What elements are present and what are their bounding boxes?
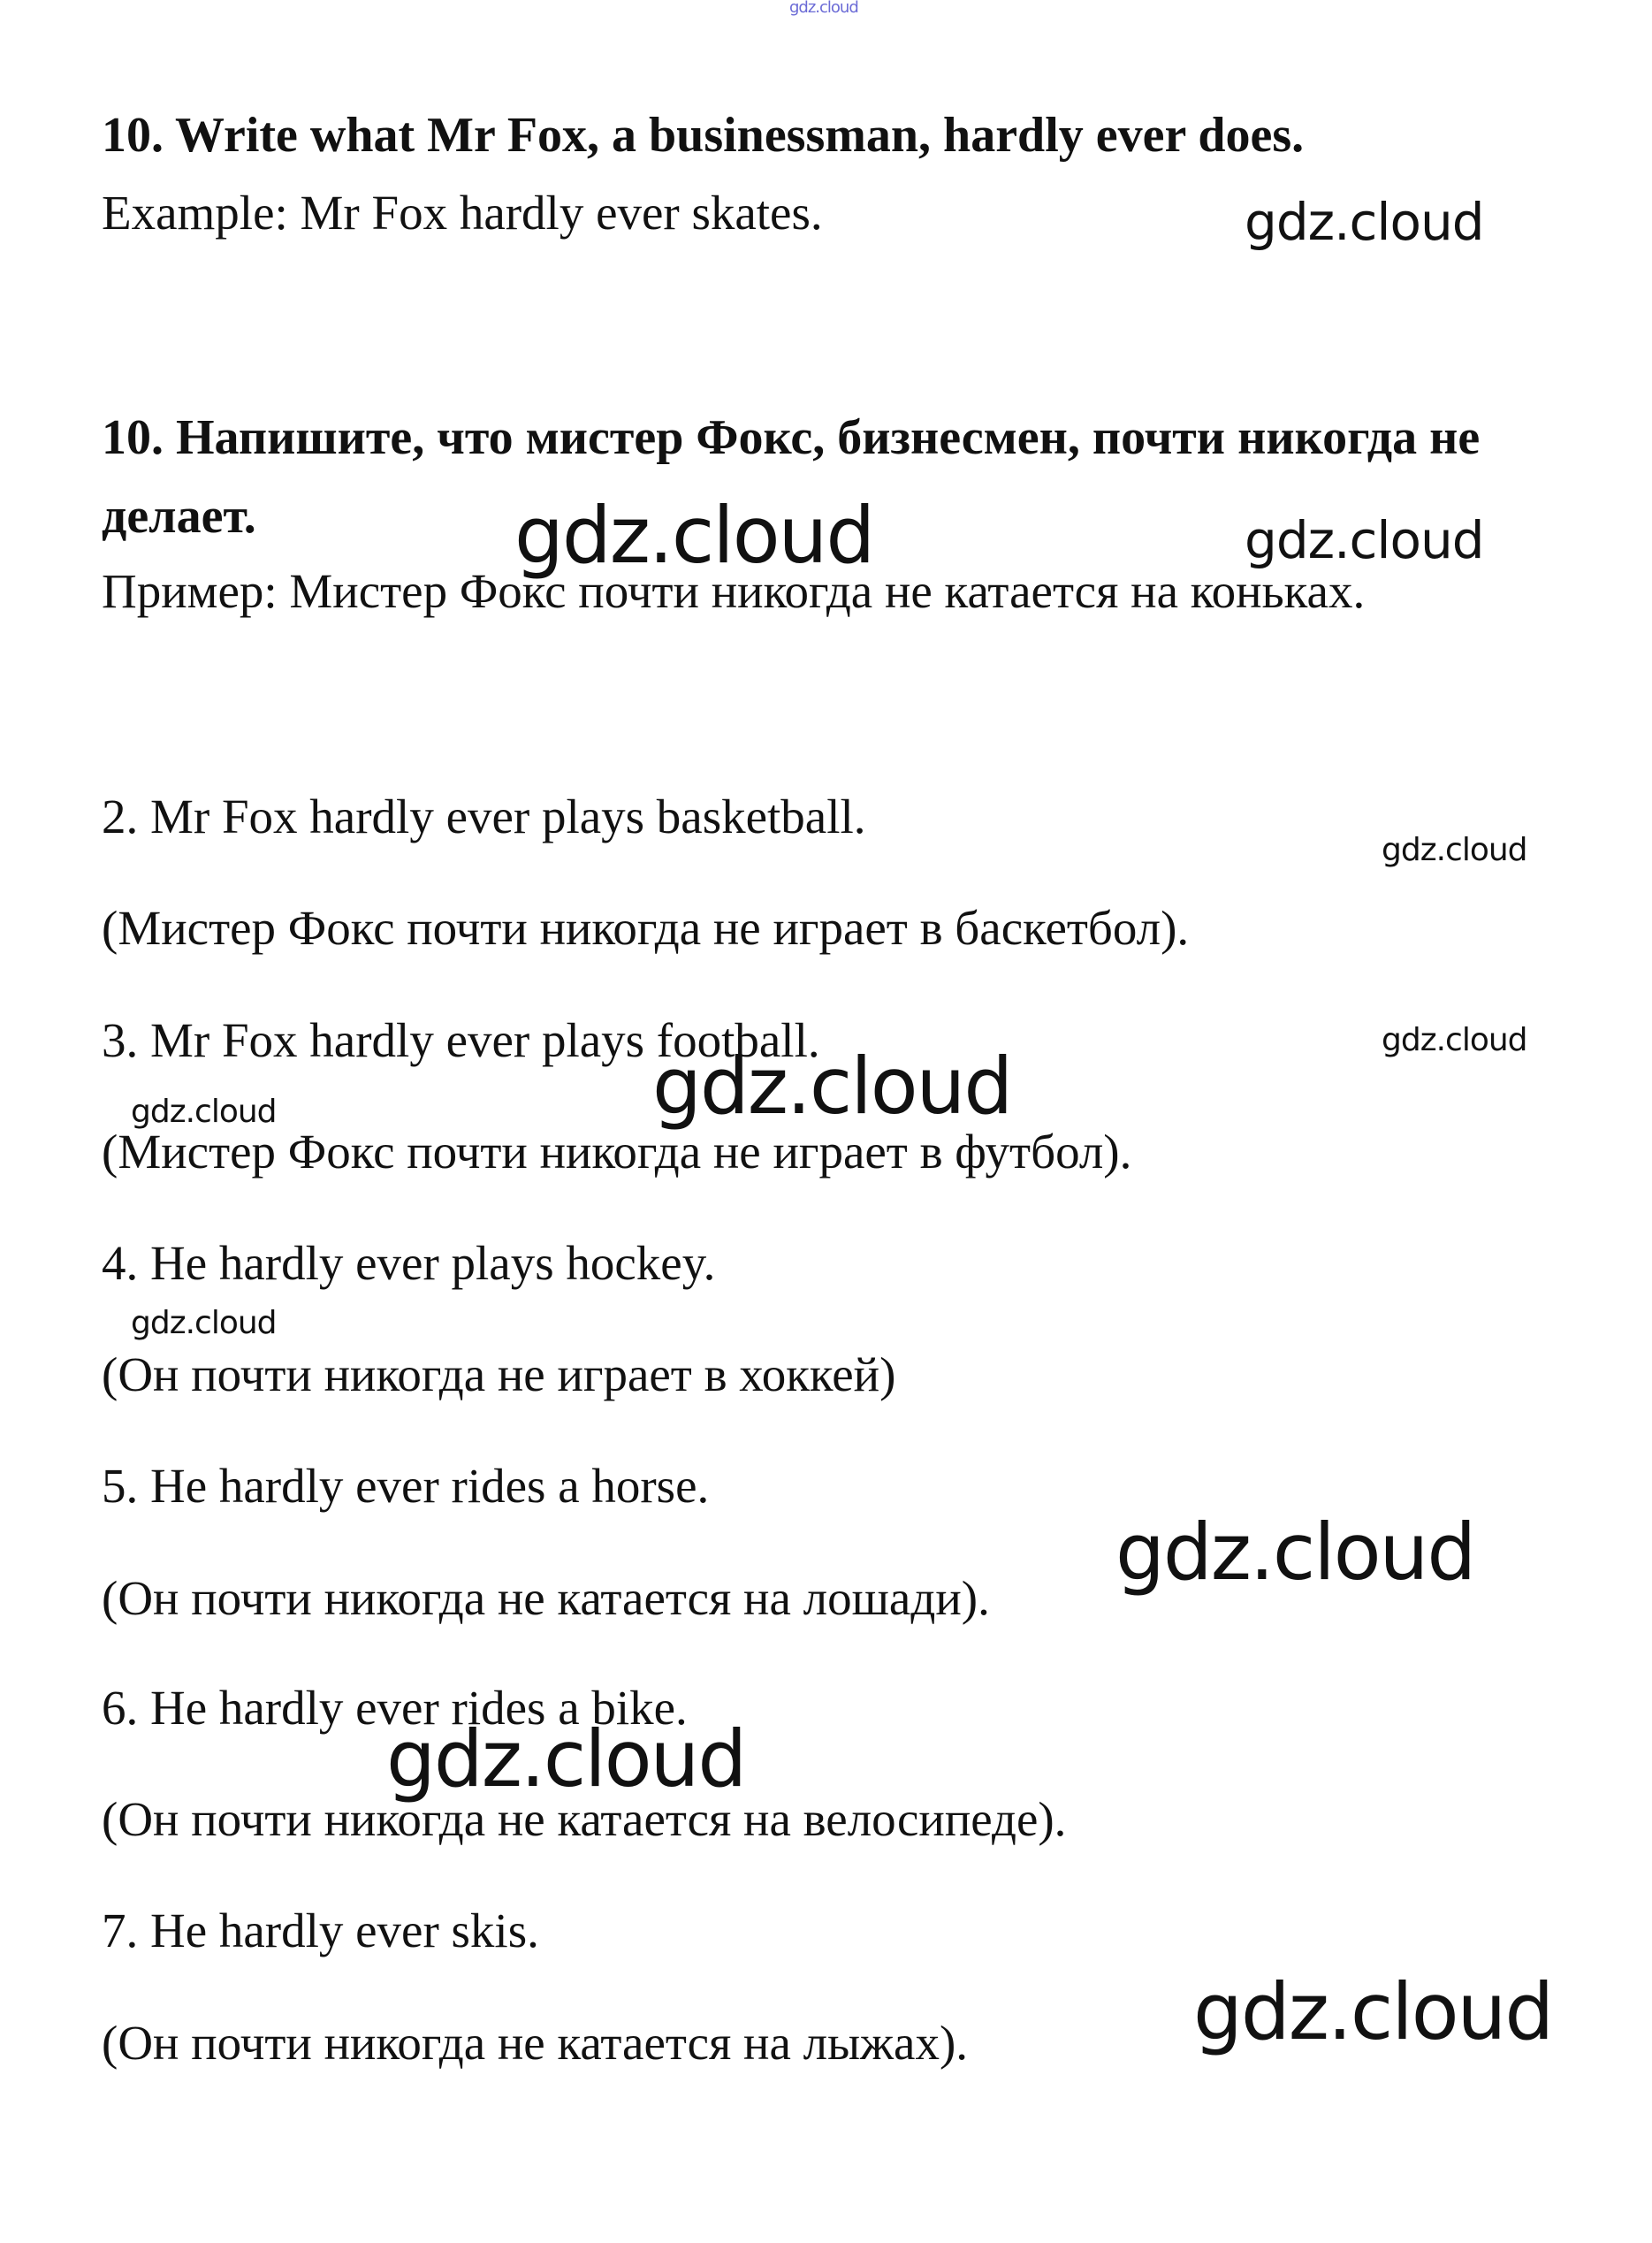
watermark: gdz.cloud (131, 1305, 277, 1341)
answer-ru: (Мистер Фокс почти никогда не играет в футбол). (102, 1125, 1132, 1179)
watermark: gdz.cloud (1382, 832, 1527, 868)
watermark: gdz.cloud (514, 490, 874, 581)
watermark: gdz.cloud (386, 1713, 746, 1804)
watermark: gdz.cloud (1382, 1022, 1527, 1058)
watermark: gdz.cloud (1245, 510, 1484, 570)
answer-ru: (Мистер Фокс почти никогда не играет в баскетбол). (102, 901, 1190, 955)
watermark: gdz.cloud (1193, 1966, 1553, 2057)
answer-ru: (Он почти никогда не катается на лошади). (102, 1571, 990, 1625)
watermark: gdz.cloud (652, 1041, 1012, 1132)
watermark: gdz.cloud (1245, 192, 1484, 252)
answer-en: 2. Mr Fox hardly ever plays basketball. (102, 790, 866, 843)
task-example-en: Example: Mr Fox hardly ever skates. (102, 186, 823, 240)
answer-ru: (Он почти никогда не катается на лыжах). (102, 2016, 969, 2070)
watermark: gdz.cloud (131, 1094, 277, 1130)
task-example-ru: Пример: Мистер Фокс почти никогда не катается на коньках. (102, 564, 1366, 618)
answer-en: 5. He hardly ever rides a horse. (102, 1459, 710, 1513)
answer-ru: (Он почти никогда не играет в хоккей) (102, 1347, 896, 1401)
watermark: gdz.cloud (1115, 1507, 1475, 1598)
answer-ru: (Он почти никогда не катается на велосипеде). (102, 1792, 1067, 1846)
watermark-top: gdz.cloud (789, 0, 858, 17)
answer-en: 7. He hardly ever skis. (102, 1903, 539, 1957)
task-title-ru-line2: делает. (102, 489, 256, 544)
task-title-en: 10. Write what Mr Fox, a businessman, hardly ever does. (102, 108, 1305, 163)
task-title-ru-line1: 10. Напишите, что мистер Фокс, бизнесмен, почти никогда не (102, 410, 1481, 465)
answer-en: 4. He hardly ever plays hockey. (102, 1236, 716, 1290)
answer-en: 3. Mr Fox hardly ever plays football. (102, 1013, 820, 1067)
answer-en: 6. He hardly ever rides a bike. (102, 1681, 688, 1735)
